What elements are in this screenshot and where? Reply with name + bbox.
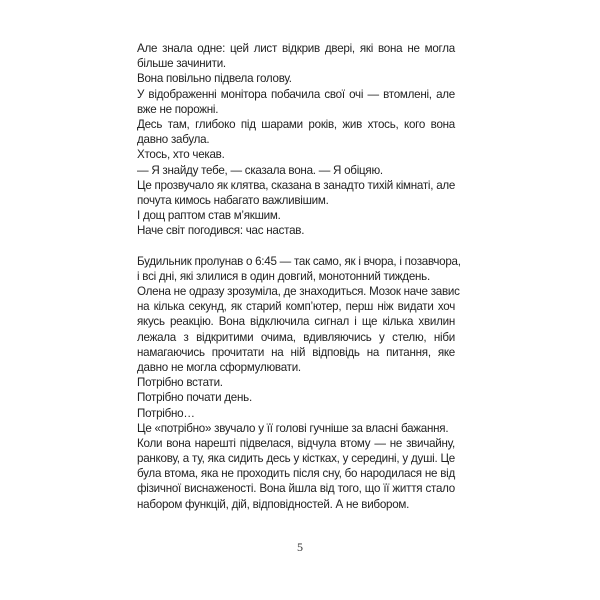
text-line: Коли вона нарешті підвелася, відчула втому — не звичайну, [137, 436, 455, 450]
text-line: У відображенні монітора побачила свої очі — втомлені, але [137, 87, 455, 101]
text-line: Потрібно встати. [137, 376, 223, 390]
text-line: фізичної виснаженості. Вона йшла від того, що її життя стало [137, 482, 455, 496]
text-line: ранкову, а ту, яка сидить десь у кістках, у середині, у душі. Це [137, 452, 455, 466]
text-line: Це «потрібно» звучало у її голові гучніше за власні бажання. [137, 421, 449, 435]
text-line: Наче світ погодився: час настав. [137, 224, 305, 238]
text-line: Будильник пролунав о 6:45 — так само, як і вчора, і позавчора, [137, 254, 461, 268]
text-line: Хтось, хто чекав. [137, 148, 225, 162]
text-line: Потрібно… [137, 406, 195, 420]
text-line: Олена не одразу зрозуміла, де знаходиться. Мозок наче завис [137, 285, 460, 298]
text-line: лежала з відкритими очима, вдивляючись у стелю, ніби [137, 330, 455, 344]
text-line: набором функцій, дій, відповідностей. А не вибором. [137, 497, 410, 511]
text-line: якусь реакцію. Вона відключила сигнал і ще кілька хвилин [137, 315, 455, 329]
text-line: була втома, яка не проходить після сну, бо народилася не від [137, 467, 455, 481]
text-line: на кілька секунд, як старий комп’ютер, перш ніж видати хоч [137, 300, 455, 314]
text-line: давно не могла сформулювати. [137, 360, 301, 374]
text-line: більше зачинити. [137, 57, 226, 71]
text-line: давно забула. [137, 133, 210, 147]
text-line: Потрібно почати день. [137, 391, 252, 405]
paragraph-gap [137, 238, 455, 253]
text-line: Але знала одне: цей лист відкрив двері, які вона не могла [137, 42, 455, 55]
text-line: почута кимось набагато важливішим. [137, 193, 329, 207]
text-line: Вона повільно підвела голову. [137, 72, 292, 86]
text-line: вже не порожні. [137, 102, 219, 116]
page-body [137, 41, 461, 512]
text-line: намагаючись прочитати на ній відповідь на питання, яке [137, 345, 455, 359]
page-number: 5 [297, 540, 303, 554]
text-line: Це прозвучало як клятва, сказана в занадто тихій кімнаті, але [137, 178, 456, 192]
text-line: І дощ раптом став м’якшим. [137, 209, 281, 223]
text-line: Десь там, глибоко під шарами років, жив хтось, кого вона [137, 117, 455, 131]
text-line: — Я знайду тебе, — сказала вона. — Я обіцяю. [137, 163, 383, 177]
text-line: і всі дні, які злилися в один довгий, монотонний тиждень. [137, 269, 430, 283]
